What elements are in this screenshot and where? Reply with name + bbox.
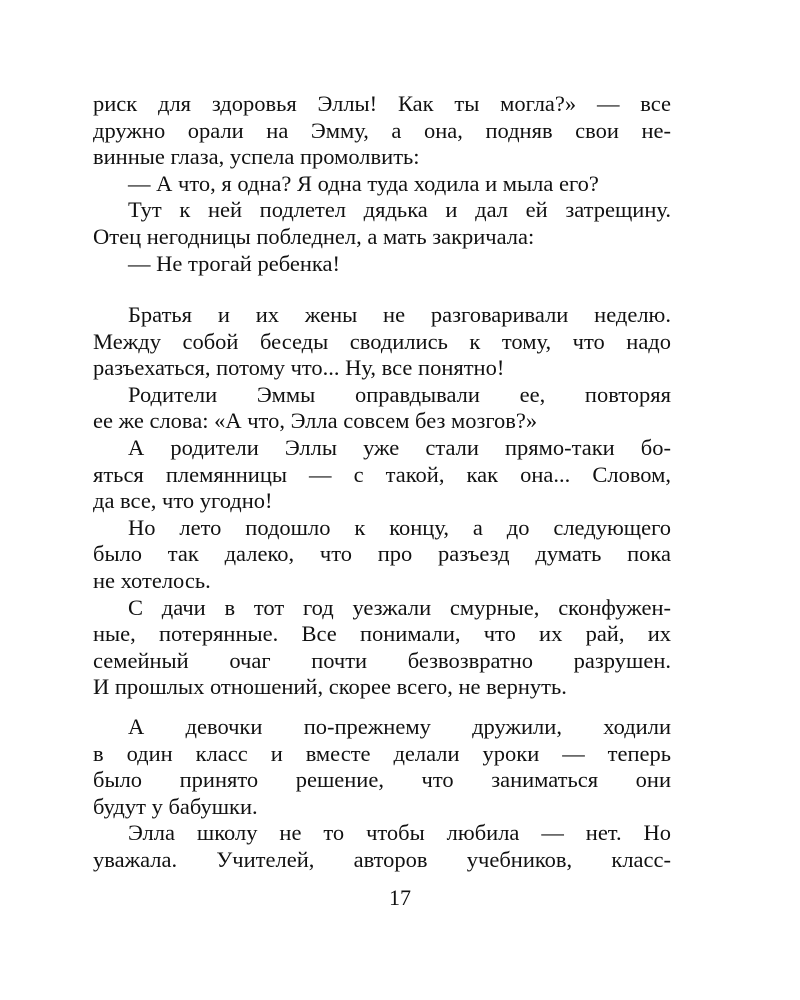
text-line: Но лето подошло к концу, а до следующего xyxy=(128,514,671,540)
paragraph xyxy=(93,91,671,171)
text-line: Братья и их жены не разговаривали неделю. xyxy=(128,302,671,327)
paragraph xyxy=(93,595,671,701)
text-section-3 xyxy=(93,714,671,874)
paragraph xyxy=(93,435,671,515)
text-line: уважала. Учителей, авторов учебников, класс- xyxy=(93,846,671,872)
paragraph xyxy=(93,714,671,820)
paragraph xyxy=(93,251,671,278)
paragraph xyxy=(93,171,671,198)
text-line: — Не трогай ребенка! xyxy=(128,250,340,276)
text-line: в один класс и вместе делали уроки — теперь xyxy=(93,740,671,766)
text-line: ее же слова: «А что, Элла совсем без мозгов?» xyxy=(93,408,538,434)
text-line: Родители Эммы оправдывали ее, повторяя xyxy=(128,381,671,407)
text-line: было так далеко, что про разъезд думать пока xyxy=(93,541,671,567)
text-line: Отец негодницы побледнел, а мать закричала: xyxy=(93,223,535,249)
text-line: будут у бабушки. xyxy=(93,793,258,819)
text-line: семейный очаг почти безвозвратно разрушен. xyxy=(93,647,671,673)
text-line: А родители Эллы уже стали прямо-таки бо- xyxy=(128,434,671,460)
paragraph xyxy=(93,820,671,873)
text-section-1 xyxy=(93,91,671,277)
paragraph xyxy=(93,197,671,250)
text-line: не хотелось. xyxy=(93,567,211,593)
text-line: винные глаза, успела промолвить: xyxy=(93,144,420,170)
text-section-2 xyxy=(93,302,671,701)
text-line: риск для здоровья Эллы! Как ты могла?» — все xyxy=(93,91,671,116)
text-line: было принято решение, что заниматься они xyxy=(93,767,671,793)
text-line: Тут к ней подлетел дядька и дал ей затрещину. xyxy=(128,197,671,223)
text-line: ные, потерянные. Все понимали, что их рай, их xyxy=(93,621,671,647)
text-line: дружно орали на Эмму, а она, подняв свои не- xyxy=(93,117,671,143)
text-line: Между собой беседы сводились к тому, что надо xyxy=(93,328,671,354)
text-line: яться племянницы — с такой, как она... Словом, xyxy=(93,461,671,487)
text-line: С дачи в тот год уезжали смурные, сконфужен- xyxy=(128,594,671,620)
text-line: да все, что угодно! xyxy=(93,488,273,514)
text-line: И прошлых отношений, скорее всего, не вернуть. xyxy=(93,674,567,700)
text-line: А девочки по-прежнему дружили, ходили xyxy=(128,714,671,739)
text-line: — А что, я одна? Я одна туда ходила и мыла его? xyxy=(128,170,599,196)
paragraph xyxy=(93,302,671,382)
paragraph xyxy=(93,382,671,435)
paragraph xyxy=(93,515,671,595)
page-number: 17 xyxy=(389,885,411,910)
text-line: Элла школу не то чтобы любила — нет. Но xyxy=(128,820,671,846)
text-line: разъехаться, потому что... Ну, все понятно! xyxy=(93,355,505,381)
